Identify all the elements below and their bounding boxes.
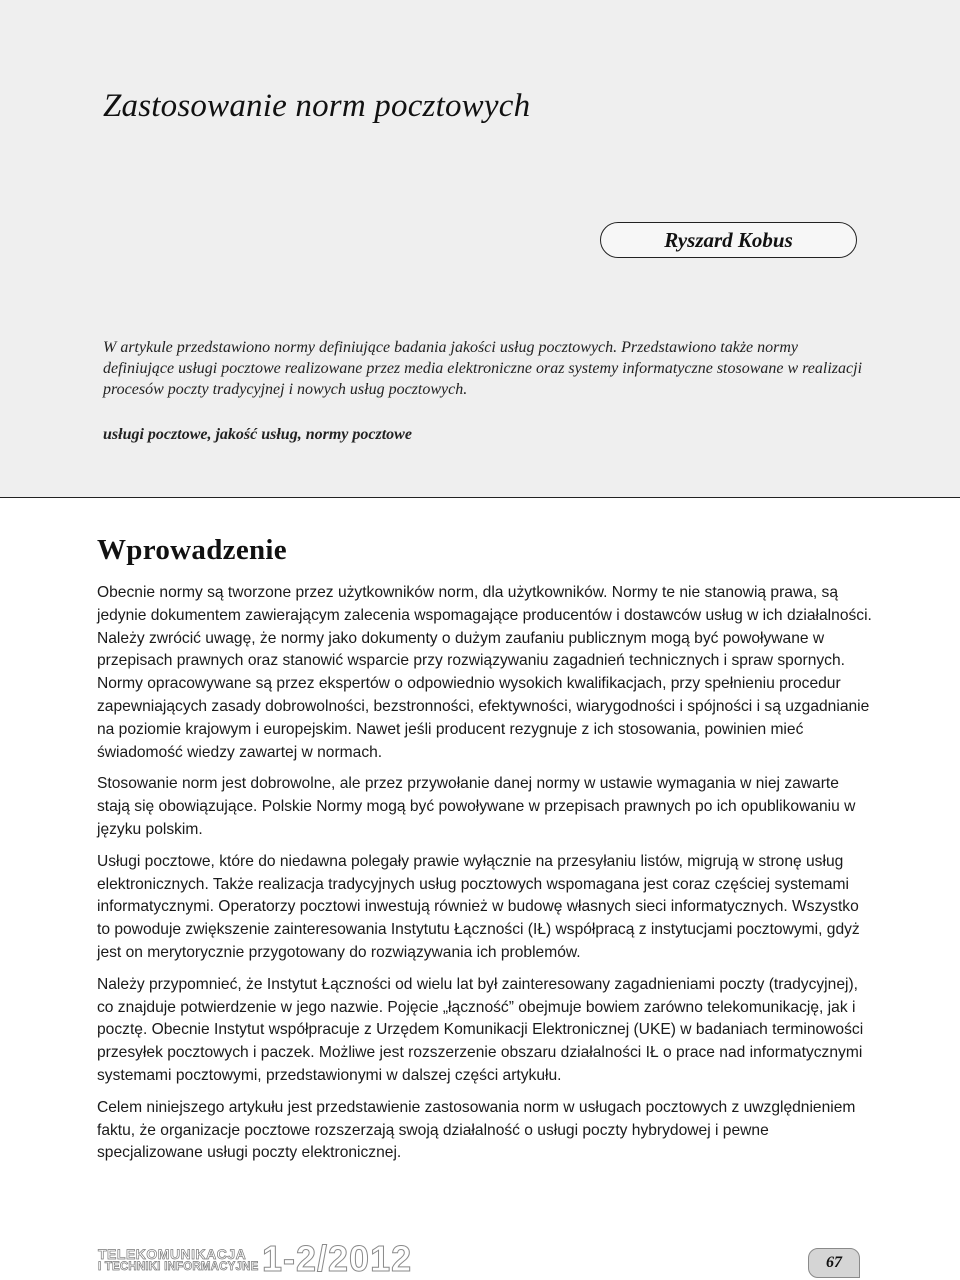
journal-name-line1: TELEKOMUNIKACJA — [98, 1246, 247, 1262]
body-paragraph: Celem niniejszego artykułu jest przedstawienie zastosowania norm w usługach pocztowych z uwzględnieniem faktu, że organizacje pocztowe rozszerzają swoją działalność o usługi poczty hybrydowej i pewne specjalizowane usługi poczty elektronicznej. — [97, 1098, 856, 1162]
body-paragraph: Usługi pocztowe, które do niedawna polegały prawie wyłącznie na przesyłaniu listów, migrują w stronę usług elektronicznych. Także realizacja tradycyjnych usług pocztowych wspomagana jest coraz częściej systemami informatycznymi. Operatorzy pocztowi inwestują również w budowę własnych sieci informatycznych. Wszystko to powoduje zwiększenie zainteresowania Instytutu Łączności (IŁ) współpracą z instytucjami pocztowymi, gdyż jest on merytorycznie przygotowany do rozwiązywania ich problemów. — [97, 852, 860, 961]
body-paragraph: Obecnie normy są tworzone przez użytkowników norm, dla użytkowników. Normy te nie stanowią prawa, są jedynie dokumentem zawierającym zalecenia wspomagające producentów i dostawców usług w ich działalności. Należy zwrócić uwagę, że normy jako dokumenty o dużym zaufaniu publicznym mogą być powoływane w przepisach prawnych oraz stanowić wsparcie przy rozwiązywaniu zagadnień technicznych i spraw spornych. Normy opracowywane są przez ekspertów o odpowiednio wysokich kwalifikacjach, przy spełnieniu procedur zapewniających zasady dobrowolności, bezstronności, efektywności, wiarygodności i spójności i są uzgadnianie na poziomie krajowym i europejskim. Nawet jeśli producent rezygnuje z ich stosowania, powinien mieć świadomość wiedzy zawartej w normach. — [97, 584, 872, 761]
article-header — [0, 0, 960, 498]
body-paragraph: Stosowanie norm jest dobrowolne, ale przez przywołanie danej normy w ustawie wymagania w niej zawarte stają się obowiązujące. Polskie Normy mogą być powoływane w przepisach prawnych po ich opublikowaniu w języku polskim. — [97, 775, 856, 838]
page-footer — [0, 1234, 960, 1280]
article-title: Zastosowanie norm pocztowych — [103, 88, 531, 124]
journal-name-line2: I TECHNIKI INFORMACYJNE — [98, 1261, 259, 1273]
body-paragraph: Należy przypomnieć, że Instytut Łączności od wielu lat był zainteresowany zagadnieniami poczty (tradycyjnej), co znajduje potwierdzenie w jego nazwie. Pojęcie „łączność” obejmuje bowiem zarówno telekomunikację, jak i pocztę. Obecnie Instytut współpracuje z Urzędem Komunikacji Elektronicznej (UKE) w badaniach terminowości przesyłek pocztowych i paczek. Możliwe jest rozszerzenie obszaru działalności IŁ o prace nad informatycznymi systemami pocztowymi, przedstawionymi w dalszej części artykułu. — [97, 975, 864, 1084]
issue-number: 1-2/2012 — [262, 1238, 413, 1279]
section-heading: Wprowadzenie — [97, 534, 287, 566]
article-body — [97, 582, 872, 1174]
author-name: Ryszard Kobus — [600, 222, 857, 258]
article-keywords: usługi pocztowe, jakość usług, normy pocztowe — [103, 426, 412, 443]
journal-name — [98, 1248, 259, 1274]
page-number: 67 — [808, 1248, 860, 1278]
article-abstract: W artykule przedstawiono normy definiujące badania jakości usług pocztowych. Przedstawiono także normy definiujące usługi pocztowe realizowane przez media elektroniczne oraz systemy informatyczne stosowane w realizacji procesów poczty tradycyjnej i nowych usług pocztowych. — [103, 339, 863, 398]
